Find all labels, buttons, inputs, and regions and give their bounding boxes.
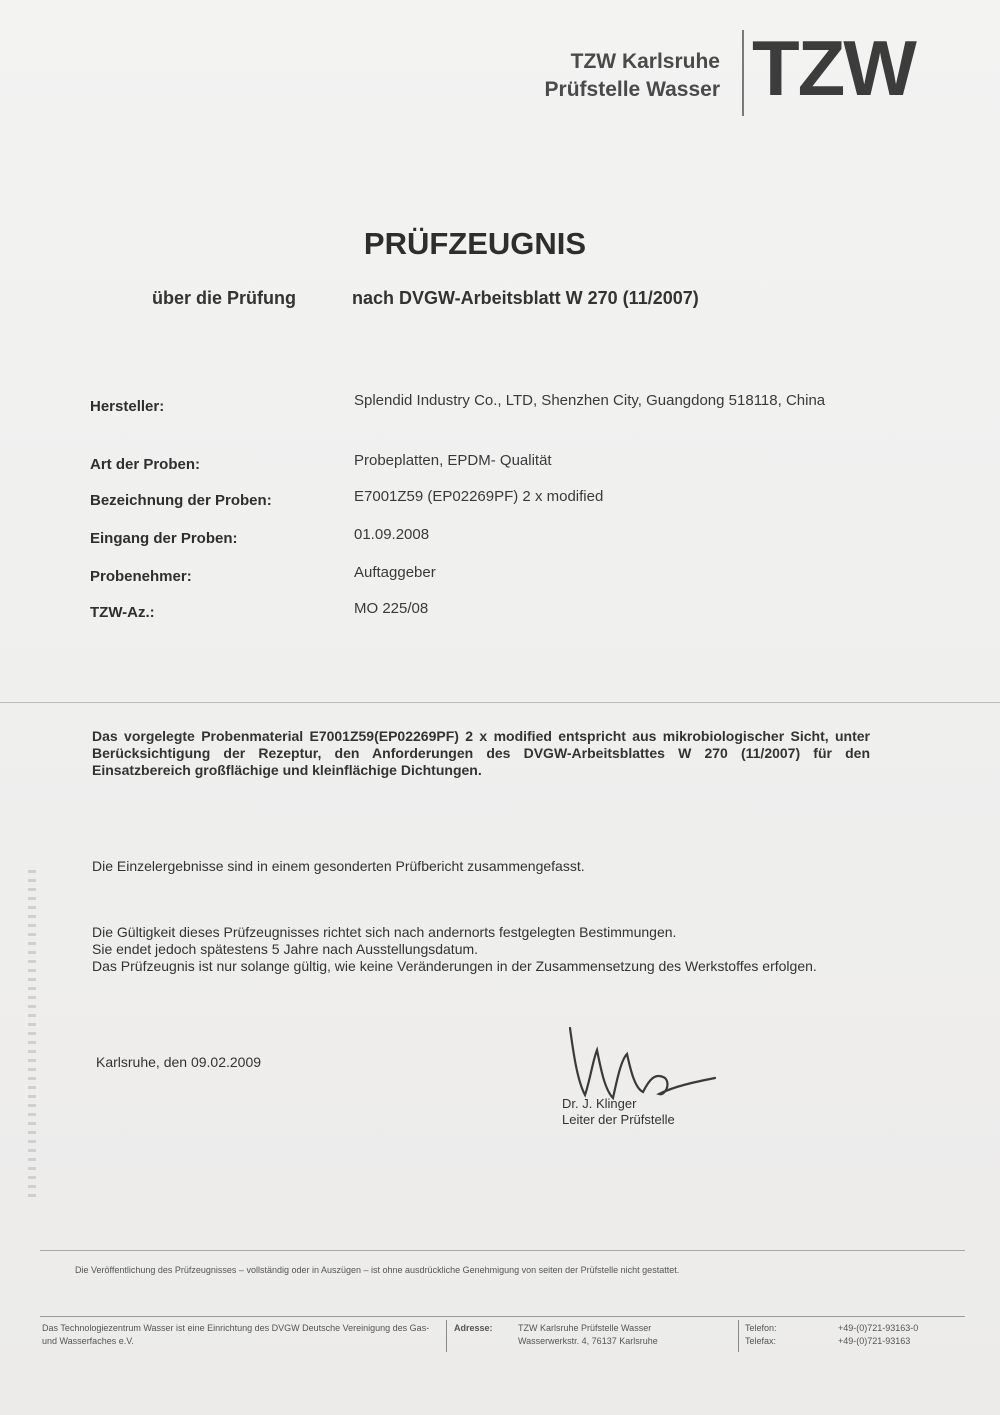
validity-line-2: Sie endet jedoch spätestens 5 Jahre nach Ausstellungsdatum. bbox=[92, 941, 479, 957]
footer-contact-values bbox=[838, 1322, 968, 1348]
field-label-sample-receipt: Eingang der Proben: bbox=[90, 530, 238, 547]
footer-phone-label: Telefon: bbox=[745, 1323, 777, 1333]
footer-separator-2 bbox=[738, 1320, 739, 1352]
validity-statement bbox=[92, 924, 870, 975]
field-label-sampler: Probenehmer: bbox=[90, 568, 192, 585]
field-label-tzw-reference: TZW-Az.: bbox=[90, 604, 155, 621]
field-value-sampler: Auftaggeber bbox=[354, 564, 436, 581]
validity-line-1: Die Gültigkeit dieses Prüfzeugnisses richtet sich nach andernorts festgelegten Bestimmungen. bbox=[92, 924, 677, 940]
signer-role: Leiter der Prüfstelle bbox=[562, 1112, 675, 1127]
field-label-sample-type: Art der Proben: bbox=[90, 456, 201, 473]
issuer-department: Prüfstelle Wasser bbox=[544, 78, 720, 101]
footer-address-line-1: TZW Karlsruhe Prüfstelle Wasser bbox=[518, 1323, 652, 1333]
field-value-manufacturer: Splendid Industry Co., LTD, Shenzhen City, Guangdong 518118, China bbox=[354, 392, 826, 409]
footer-address-label: Adresse: bbox=[454, 1323, 493, 1333]
issuer-name: TZW Karlsruhe bbox=[570, 50, 720, 73]
section-divider bbox=[0, 702, 1000, 703]
footer-address-line-2: Wasserwerkstr. 4, 76137 Karlsruhe bbox=[518, 1336, 658, 1346]
field-label-manufacturer: Hersteller: bbox=[90, 398, 165, 415]
subtitle-part-2: nach DVGW-Arbeitsblatt W 270 (11/2007) bbox=[352, 288, 699, 308]
field-value-sample-type: Probeplatten, EPDM- Qualität bbox=[354, 452, 552, 469]
document-subtitle bbox=[152, 288, 699, 309]
footer-fax-value: +49-(0)721-93163 bbox=[838, 1336, 911, 1346]
header-divider bbox=[742, 30, 744, 116]
validity-line-3: Das Prüfzeugnis ist nur solange gültig, wie keine Veränderungen in der Zusammensetzung des Werkstoffes erfolgen. bbox=[92, 958, 817, 974]
subtitle-part-1: über die Prüfung bbox=[152, 288, 296, 308]
results-note: Die Einzelergebnisse sind in einem gesonderten Prüfbericht zusammengefasst. bbox=[92, 858, 585, 874]
tzw-logo: TZW bbox=[752, 24, 915, 112]
binding-edge-marks bbox=[28, 870, 36, 1200]
footnote-divider bbox=[40, 1250, 965, 1251]
field-value-tzw-reference: MO 225/08 bbox=[354, 600, 429, 617]
footer-organization: Das Technologiezentrum Wasser ist eine Einrichtung des DVGW Deutsche Vereinigung des Gas- und Wasserfaches e.V. bbox=[42, 1323, 430, 1346]
signer-name: Dr. J. Klinger bbox=[562, 1096, 637, 1111]
footer-fax-label: Telefax: bbox=[745, 1336, 777, 1346]
place-and-date: Karlsruhe, den 09.02.2009 bbox=[96, 1054, 262, 1070]
footer-address bbox=[518, 1322, 733, 1348]
footer-separator-1 bbox=[446, 1320, 447, 1352]
footer-contact-labels bbox=[745, 1322, 815, 1348]
document-title: PRÜFZEUGNIS bbox=[363, 226, 587, 261]
footer-divider bbox=[40, 1316, 965, 1317]
publication-footnote: Die Veröffentlichung des Prüfzeugnisses – vollständig oder in Auszügen – ist ohne ausdrückliche Genehmigung von seiten der Prüfstelle nicht gestattet. bbox=[75, 1265, 680, 1275]
footer-phone-value: +49-(0)721-93163-0 bbox=[838, 1323, 919, 1333]
field-label-sample-designation: Bezeichnung der Proben: bbox=[90, 492, 272, 509]
issuer-header bbox=[545, 48, 720, 104]
conformity-statement: Das vorgelegte Probenmaterial E7001Z59(EP02269PF) 2 x modified entspricht aus mikrobiologischer Sicht, unter Berücksichtigung der Rezeptur, den Anforderungen des DVGW-Arbeitsblattes W 270 (11/2007) für den Einsatzbereich großflächige und kleinflächige Dichtungen. bbox=[92, 728, 870, 778]
field-value-sample-receipt: 01.09.2008 bbox=[354, 526, 430, 543]
field-value-sample-designation: E7001Z59 (EP02269PF) 2 x modified bbox=[354, 488, 604, 505]
signer-block bbox=[562, 1096, 675, 1128]
